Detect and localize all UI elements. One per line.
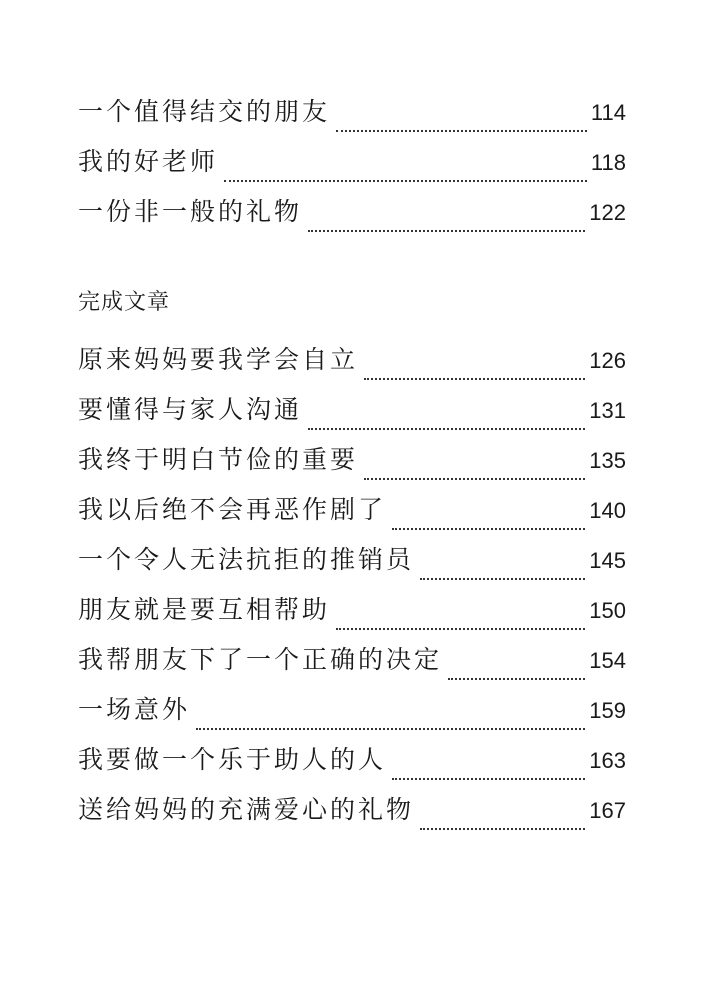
dot-leader (336, 620, 585, 630)
toc-entry[interactable] (78, 492, 626, 542)
toc-entry-page: 140 (589, 498, 626, 523)
dot-leader (420, 570, 585, 580)
toc-entry-title: 一个值得结交的朋友 (78, 97, 331, 126)
toc-entry[interactable] (78, 542, 626, 592)
toc-entry-title: 我的好老师 (78, 147, 219, 176)
toc-entry-page: 150 (589, 598, 626, 623)
toc-entry-title: 一个令人无法抗拒的推销员 (78, 545, 415, 574)
table-of-contents (78, 94, 626, 842)
toc-entry-page: 126 (589, 348, 626, 373)
toc-entry-title: 要懂得与家人沟通 (78, 395, 303, 424)
toc-entry-page: 118 (590, 150, 626, 175)
toc-entry-page: 167 (589, 798, 626, 823)
dot-leader (224, 172, 587, 182)
toc-group-2 (78, 342, 626, 842)
toc-entry-page: 131 (589, 398, 626, 423)
dot-leader (392, 770, 585, 780)
dot-leader (448, 670, 585, 680)
dot-leader (308, 222, 585, 232)
toc-entry[interactable] (78, 94, 626, 144)
toc-entry-title: 我以后绝不会再恶作剧了 (78, 495, 387, 524)
toc-entry[interactable] (78, 742, 626, 792)
dot-leader (308, 420, 585, 430)
dot-leader (392, 520, 585, 530)
toc-entry[interactable] (78, 592, 626, 642)
section-heading: 完成文章 (78, 290, 171, 315)
toc-entry[interactable] (78, 642, 626, 692)
toc-entry-page: 122 (589, 200, 626, 225)
toc-entry-page: 135 (589, 448, 626, 473)
toc-entry-title: 送给妈妈的充满爱心的礼物 (78, 795, 415, 824)
toc-entry[interactable] (78, 792, 626, 842)
toc-entry[interactable] (78, 342, 626, 392)
toc-entry[interactable] (78, 144, 626, 194)
toc-entry-title: 我帮朋友下了一个正确的决定 (78, 645, 443, 674)
toc-entry-title: 一份非一般的礼物 (78, 197, 303, 226)
toc-entry-page: 163 (589, 748, 626, 773)
toc-entry-page: 159 (589, 698, 626, 723)
toc-entry[interactable] (78, 194, 626, 244)
toc-entry-title: 我要做一个乐于助人的人 (78, 745, 387, 774)
toc-entry-title: 朋友就是要互相帮助 (78, 595, 331, 624)
toc-entry-title: 一场意外 (78, 695, 191, 724)
toc-entry-title: 原来妈妈要我学会自立 (78, 345, 359, 374)
toc-entry[interactable] (78, 392, 626, 442)
dot-leader (420, 820, 585, 830)
dot-leader (336, 122, 587, 132)
toc-entry[interactable] (78, 442, 626, 492)
toc-entry-page: 145 (589, 548, 626, 573)
dot-leader (364, 470, 585, 480)
toc-entry-page: 114 (590, 100, 626, 125)
dot-leader (196, 720, 585, 730)
toc-entry[interactable] (78, 692, 626, 742)
toc-group-1 (78, 94, 626, 244)
dot-leader (364, 370, 585, 380)
toc-entry-title: 我终于明白节俭的重要 (78, 445, 359, 474)
toc-entry-page: 154 (589, 648, 626, 673)
